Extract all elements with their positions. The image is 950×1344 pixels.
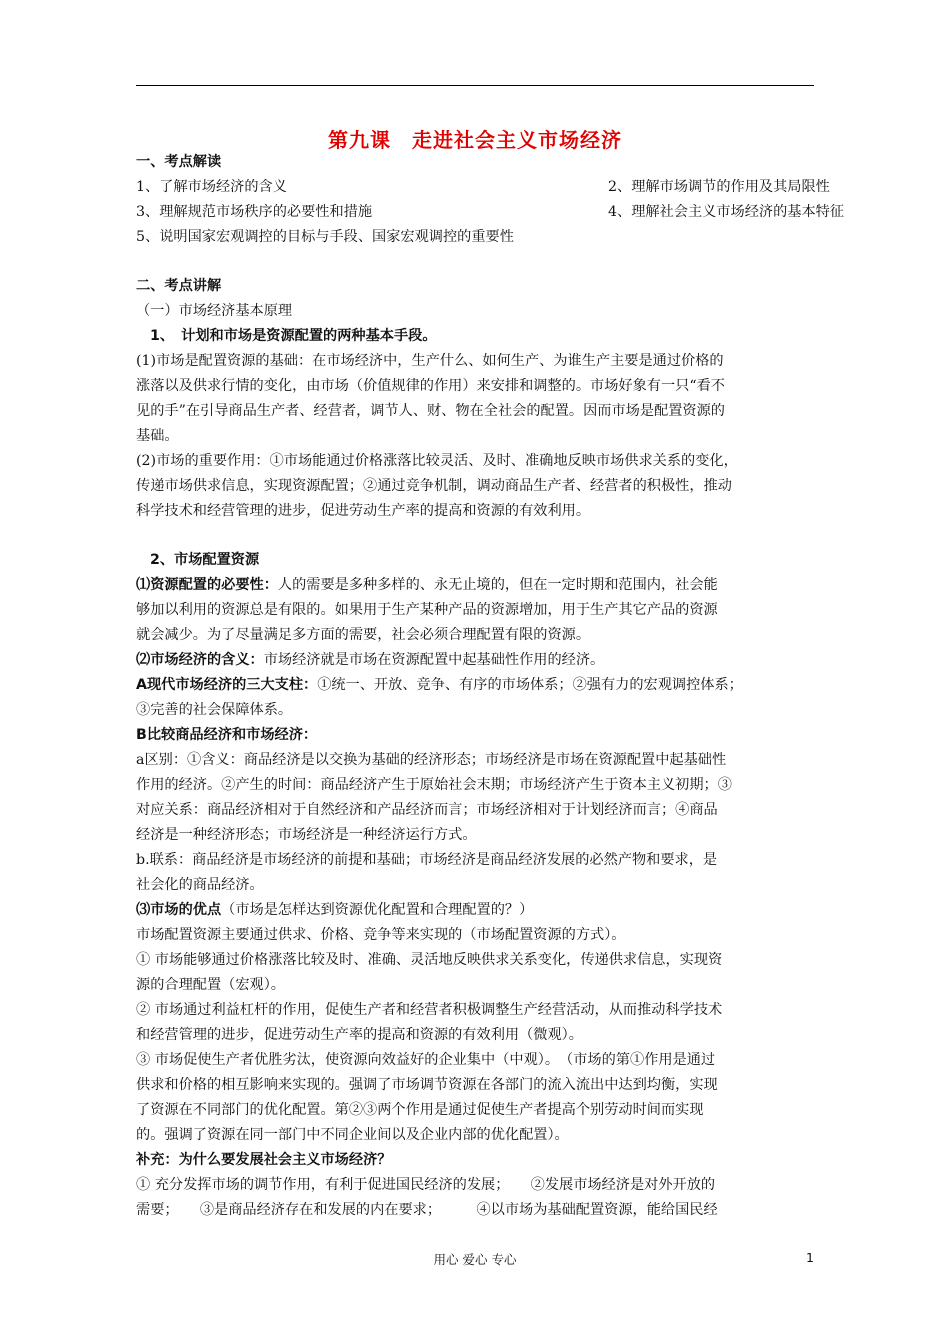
objective-1: 1、了解市场经济的含义 (136, 179, 287, 195)
page-title: 第九课 走进社会主义市场经济 (328, 128, 622, 152)
para-a-line-2: ③完善的社会保障体系。 (136, 702, 293, 718)
diff-line-4: 经济是一种经济形态；市场经济是一种经济运行方式。 (136, 827, 477, 843)
para-3-line-1 (136, 576, 816, 594)
para-1-line-1: (1)市场是配置资源的基础：在市场经济中，生产什么、如何生产、为谁生产主要是通过价格的 (136, 353, 724, 369)
para-9-line-2: 供求和价格的相互影响来实现的。强调了市场调节资源在各部门的流入流出中达到均衡，实现 (136, 1077, 718, 1093)
para-7-line-1: ① 市场能够通过价格涨落比较及时、准确、灵活地反映供求关系变化，传递供求信息，实现资 (136, 952, 723, 968)
para-8-line-1: ② 市场通过利益杠杆的作用，促使生产者和经营者积极调整生产经营活动，从而推动科学技术 (136, 1002, 723, 1018)
para-8-line-2: 和经营管理的进步，促进劳动生产率的提高和资源的有效利用（微观）。 (136, 1027, 583, 1043)
header-rule (136, 85, 814, 86)
objective-2: 2、理解市场调节的作用及其局限性 (608, 179, 830, 195)
para-3-line-2: 够加以利用的资源总是有限的。如果用于生产某种产品的资源增加，用于生产其它产品的资源 (136, 602, 718, 618)
section-1-heading: 一、考点解读 (136, 154, 222, 170)
para-4-label: ⑵市场经济的含义： (136, 652, 264, 668)
page-number: 1 (806, 1250, 814, 1265)
para-3-text: 人的需要是多种多样的、永无止境的，但在一定时期和范围内，社会能 (277, 577, 718, 593)
supplement-line-1: ① 充分发挥市场的调节作用，有利于促进国民经济的发展； ②发展市场经济是对外开放的 (136, 1177, 716, 1193)
para-4-text: 市场经济就是市场在资源配置中起基础性作用的经济。 (263, 652, 605, 668)
section-2-heading: 二、考点讲解 (136, 278, 222, 294)
para-1-line-2: 涨落以及供求行情的变化，由市场（价值规律的作用）来安排和调整的。市场好象有一只“看不 (136, 378, 725, 394)
objective-3: 3、理解规范市场秩序的必要性和措施 (136, 204, 373, 220)
para-b-label: B比较商品经济和市场经济： (136, 727, 318, 743)
para-1-line-3: 见的手”在引导商品生产者、经营者，调节人、财、物在全社会的配置。因而市场是配置资源的 (136, 403, 725, 419)
para-a-line-1 (136, 676, 816, 694)
para-5 (136, 901, 816, 919)
diff-line-3: 对应关系：商品经济相对于自然经济和产品经济而言；市场经济相对于计划经济而言；④商品 (136, 802, 718, 818)
diff-line-1: a区别：①含义：商品经济是以交换为基础的经济形态；市场经济是市场在资源配置中起基础性 (136, 752, 727, 768)
objective-4: 4、理解社会主义市场经济的基本特征 (608, 204, 845, 220)
para-9-line-1: ③ 市场促使生产者优胜劣汰，使资源向效益好的企业集中（中观）。 （市场的第①作用是通过 (136, 1052, 716, 1068)
para-3-label: ⑴资源配置的必要性： (136, 577, 278, 593)
supplement-heading: 补充：为什么要发展社会主义市场经济？ (136, 1152, 392, 1168)
para-3-line-3: 就会减少。为了尽量满足多方面的需要，社会必须合理配置有限的资源。 (136, 627, 591, 643)
para-9-line-4: 的。强调了资源在同一部门中不同企业间以及企业内部的优化配置）。 (136, 1127, 569, 1143)
objective-5: 5、说明国家宏观调控的目标与手段、国家宏观调控的重要性 (136, 229, 514, 245)
point-1-heading: 1、 计划和市场是资源配置的两种基本手段。 (150, 328, 437, 344)
subsection-1: （一）市场经济基本原理 (136, 303, 293, 319)
para-2-line-3: 科学技术和经营管理的进步，促进劳动生产率的提高和资源的有效利用。 (136, 503, 591, 519)
para-2-line-1: (2)市场的重要作用：①市场能通过价格涨落比较灵活、及时、准确地反映市场供求关系的变化， (136, 453, 738, 469)
para-2-line-2: 传递市场供求信息，实现资源配置；②通过竞争机制，调动商品生产者、经营者的积极性，推动 (136, 478, 732, 494)
para-6: 市场配置资源主要通过供求、价格、竞争等来实现的（市场配置资源的方式）。 (136, 927, 626, 943)
objective-row-2 (136, 203, 845, 221)
para-5-text: （市场是怎样达到资源优化配置和合理配置的？） (221, 902, 534, 918)
para-7-line-2: 源的合理配置（宏观）。 (136, 977, 285, 993)
point-2-heading: 2、市场配置资源 (150, 552, 260, 568)
link-line-1: b.联系：商品经济是市场经济的前提和基础；市场经济是商品经济发展的必然产物和要求，是 (136, 852, 718, 868)
para-5-label: ⑶市场的优点 (136, 902, 222, 918)
para-1-line-4: 基础。 (136, 428, 179, 444)
para-a-label: A现代市场经济的三大支柱： (136, 677, 318, 693)
diff-line-2: 作用的经济。②产生的时间：商品经济产生于原始社会末期；市场经济产生于资本主义初期；③ (136, 777, 732, 793)
para-a-text: ①统一、开放、竞争、有序的市场体系；②强有力的宏观调控体系； (317, 677, 743, 693)
footer-text: 用心 爱心 专心 (433, 1252, 517, 1267)
objective-row-1 (136, 178, 830, 196)
supplement-line-2: 需要； ③是商品经济存在和发展的内在要求； ④以市场为基础配置资源，能给国民经 (136, 1202, 718, 1218)
para-9-line-3: 了资源在不同部门的优化配置。第②③两个作用是通过促使生产者提高个别劳动时间而实现 (136, 1102, 704, 1118)
para-4 (136, 651, 816, 669)
link-line-2: 社会化的商品经济。 (136, 877, 264, 893)
